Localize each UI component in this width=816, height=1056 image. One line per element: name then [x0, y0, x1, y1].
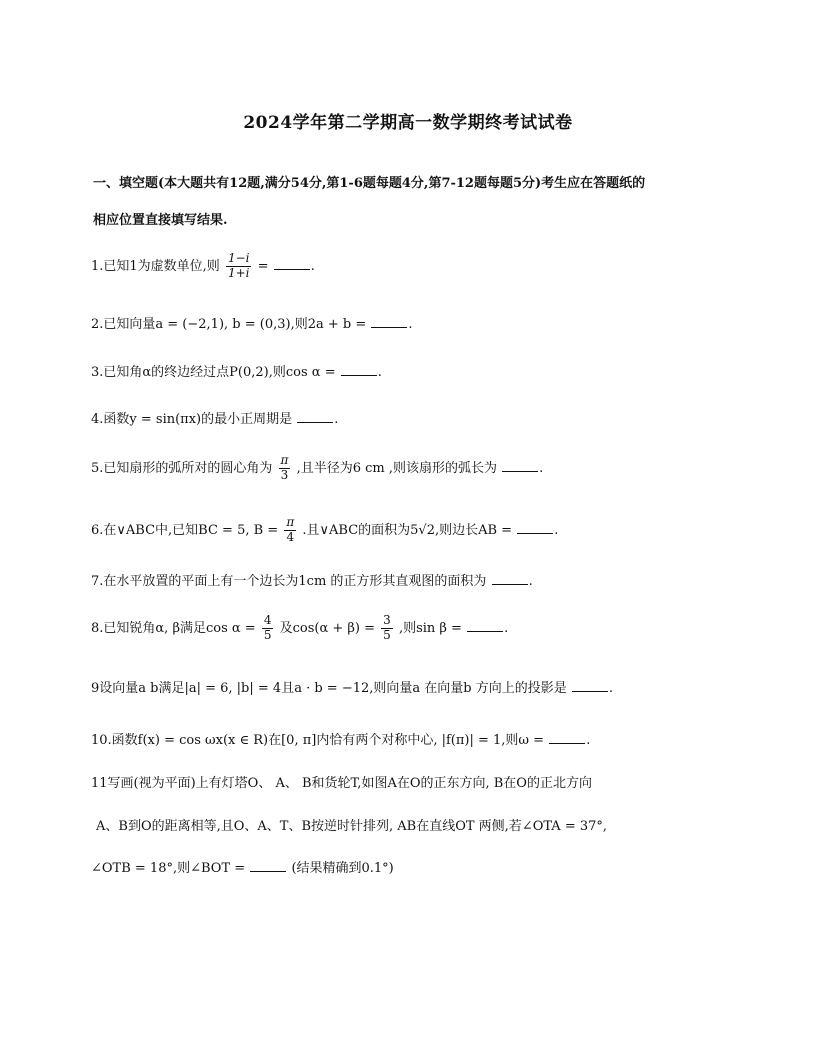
- end-mark: .: [554, 522, 559, 538]
- end-mark: .: [528, 574, 533, 589]
- answer-blank: [502, 470, 538, 472]
- question-1-suffix: =: [257, 258, 269, 274]
- question-4: [91, 408, 781, 427]
- question-9-text: 9设向量a b满足|a| = 6, |b| = 4且a · b = −12,则向量a 在向量b 方向上的投影是: [91, 681, 567, 696]
- question-6-prefix: 6.在∨ABC中,已知BC = 5, B =: [91, 522, 279, 538]
- question-9: [91, 677, 781, 696]
- question-6: [91, 516, 781, 545]
- fraction-numerator: π: [286, 515, 295, 529]
- end-mark: .: [310, 258, 315, 274]
- question-5-suffix: ,且半径为6 cm ,则该扇形的弧长为: [296, 460, 497, 476]
- question-10: [91, 729, 781, 748]
- question-10-text: 10.函数f(x) = cos ωx(x ∈ R)在[0, π]内恰有两个对称中心, |f(π)| = 1,则ω =: [91, 733, 545, 748]
- question-5: [91, 454, 781, 483]
- end-mark: .: [334, 412, 339, 427]
- end-mark: .: [504, 620, 509, 636]
- exam-title: 2024学年第二学期高一数学期终考试试卷: [243, 113, 573, 133]
- section-heading-line1: 一、填空题(本大题共有12题,满分54分,第1-6题每题4分,第7-12题每题5分)考生应在答题纸的: [93, 176, 646, 191]
- question-7: [91, 570, 781, 589]
- answer-blank: [517, 532, 553, 534]
- fraction-numerator: 1−i: [227, 251, 250, 265]
- answer-blank: [274, 268, 310, 270]
- fraction-numerator: π: [280, 453, 289, 467]
- end-mark: .: [408, 317, 413, 332]
- question-6-suffix: .且∨ABC的面积为5√2,则边长AB =: [302, 522, 513, 538]
- answer-blank: [467, 630, 503, 632]
- fraction-numerator: 4: [263, 613, 272, 627]
- end-mark: .: [377, 365, 382, 380]
- answer-blank: [341, 374, 377, 376]
- question-8-fraction-1: [262, 614, 274, 643]
- fraction-denominator: 3: [280, 467, 289, 482]
- question-8-fraction-2: [381, 614, 393, 643]
- question-1: [91, 252, 781, 281]
- question-11-line3: [91, 857, 781, 876]
- question-5-fraction: [279, 454, 291, 483]
- fraction-numerator: 3: [383, 613, 391, 627]
- answer-blank: [492, 583, 528, 585]
- fraction-denominator: 1+i: [227, 265, 250, 280]
- question-7-text: 7.在水平放置的平面上有一个边长为1cm 的正方形其直观图的面积为: [91, 574, 487, 589]
- question-3: [91, 361, 781, 380]
- answer-blank: [371, 326, 407, 328]
- question-11-line3-suffix: (结果精确到0.1°): [291, 861, 394, 876]
- question-8-middle: 及cos(α + β) =: [279, 620, 376, 636]
- fraction-denominator: 5: [263, 627, 272, 642]
- question-8-suffix: ,则sin β =: [398, 620, 462, 636]
- section-heading-line2: 相应位置直接填写结果.: [93, 213, 228, 228]
- question-6-fraction: [284, 516, 296, 545]
- end-mark: .: [608, 681, 614, 696]
- question-11-line2: A、B到O的距离相等,且O、A、T、B按逆时针排列, AB在直线OT 两侧,若∠OTA = 37°,: [96, 819, 608, 834]
- question-2-text: 2.已知向量a = (−2,1), b = (0,3),则2a + b =: [91, 317, 367, 332]
- question-3-text: 3.已知角α的终边经过点P(0,2),则cos α =: [91, 365, 336, 380]
- end-mark: .: [586, 733, 591, 748]
- question-11-line1: 11写画(视为平面)上有灯塔O、 A、 B和货轮T,如图A在O的正东方向, B在O的正北方向: [91, 776, 592, 791]
- question-11-line3-prefix: ∠OTB = 18°,则∠BOT =: [91, 861, 246, 876]
- answer-blank: [572, 690, 608, 692]
- answer-blank: [250, 870, 286, 872]
- question-1-prefix: 1.已知1为虚数单位,则: [91, 258, 220, 274]
- question-2: [91, 313, 781, 332]
- end-mark: .: [539, 460, 544, 476]
- question-8: [91, 614, 781, 643]
- question-4-text: 4.函数y = sin(πx)的最小正周期是: [91, 412, 293, 427]
- fraction-denominator: 4: [286, 529, 295, 544]
- question-1-fraction: [226, 252, 252, 281]
- question-5-prefix: 5.已知扇形的弧所对的圆心角为: [91, 460, 273, 476]
- fraction-denominator: 5: [383, 627, 391, 642]
- answer-blank: [549, 742, 585, 744]
- question-8-prefix: 8.已知锐角α, β满足cos α =: [91, 620, 256, 636]
- answer-blank: [297, 421, 333, 423]
